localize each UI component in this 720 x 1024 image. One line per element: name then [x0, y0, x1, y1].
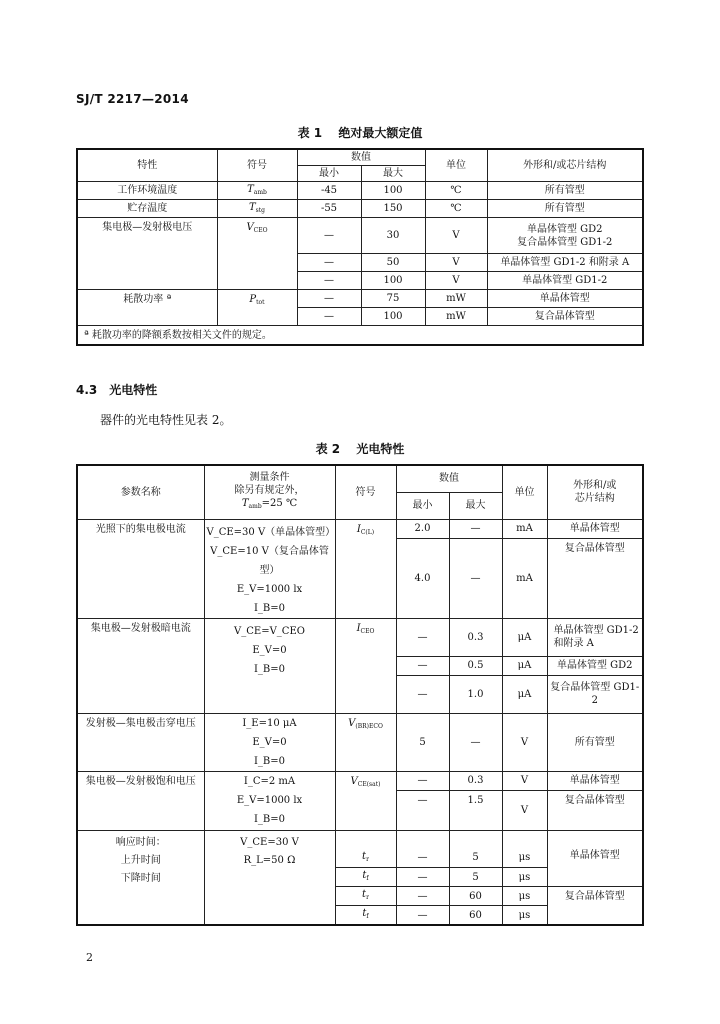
cell-unit: V — [502, 713, 547, 771]
cell-outline: 单晶体管型 — [487, 290, 643, 308]
cell-symbol: $V_{CEO}$ — [217, 218, 297, 290]
cell-max: — — [449, 538, 502, 618]
table-row — [77, 218, 643, 254]
cell-outline — [487, 218, 643, 254]
cell-min: — — [396, 656, 449, 675]
table1-header-characteristic: 特性 — [77, 149, 217, 182]
table1-header-min: 最小 — [297, 166, 361, 182]
cell-symbol: $I_{CEO}$ — [335, 618, 396, 713]
cell-outline: 单晶体管型 — [547, 519, 643, 538]
table-row — [77, 519, 643, 538]
cell-conditions: V_CE=V_CEO E_V=0 I_B=0 — [204, 618, 335, 713]
cell-min: — — [396, 790, 449, 830]
cell-min: — — [297, 272, 361, 290]
cell-conditions: I_C=2 mA E_V=1000 lx I_B=0 — [204, 771, 335, 830]
table2-header-outline: 外形和/或 芯片结构 — [547, 465, 643, 519]
cell-symbol: $t_r$ — [335, 849, 396, 868]
cell-outline: 复合晶体管型 — [547, 790, 643, 830]
cell-symbol: $V_{(BR)ECO}$ — [335, 713, 396, 771]
cell-symbol: $V_{CE(sat)}$ — [335, 771, 396, 830]
section-title: 光电特性 — [109, 383, 158, 397]
cell-min: 4.0 — [396, 538, 449, 618]
cell-outline: 复合晶体管型 GD1-2 — [547, 675, 643, 713]
cell-max: 30 — [361, 218, 425, 254]
cell-min: — — [396, 618, 449, 656]
cell-symbol: $t_f$ — [335, 906, 396, 926]
cell-max: 100 — [361, 182, 425, 200]
cell-unit: μs — [502, 849, 547, 868]
page-number: 2 — [86, 951, 93, 964]
table1-caption-title: 绝对最大额定值 — [338, 126, 423, 140]
cell-min: 2.0 — [396, 519, 449, 538]
table-row — [77, 830, 643, 849]
cell-unit: μA — [502, 618, 547, 656]
cell-min: -55 — [297, 200, 361, 218]
table2-header-conditions — [204, 465, 335, 519]
cell-symbol: $t_f$ — [335, 868, 396, 887]
cell-unit: ℃ — [425, 200, 487, 218]
table-row — [77, 713, 643, 771]
table1-header-unit: 单位 — [425, 149, 487, 182]
table2-caption-title: 光电特性 — [356, 442, 405, 456]
cell-min: — — [297, 218, 361, 254]
cell-name: 响应时间： 上升时间 下降时间 — [77, 830, 204, 925]
cell-outline: 单晶体管型 — [547, 849, 643, 887]
table-row — [77, 771, 643, 790]
cell-unit: mW — [425, 308, 487, 326]
table-row — [77, 618, 643, 656]
cell-name: 集电极—发射极电压 — [77, 218, 217, 290]
table1-header-max: 最大 — [361, 166, 425, 182]
cell-min: — — [297, 254, 361, 272]
table2-header-max: 最大 — [449, 492, 502, 519]
section-number: 4.3 — [76, 383, 98, 397]
cell-unit: mW — [425, 290, 487, 308]
cell-max: — — [449, 713, 502, 771]
table2-header-param: 参数名称 — [77, 465, 204, 519]
cell-min: — — [396, 887, 449, 906]
cell-max: 60 — [449, 887, 502, 906]
cell-min: — — [396, 675, 449, 713]
cell-outline: 复合晶体管型 — [547, 887, 643, 926]
cell-min: — — [297, 308, 361, 326]
section-heading — [76, 381, 157, 398]
cell-name: 集电极—发射极暗电流 — [77, 618, 204, 713]
cell-min: — — [396, 868, 449, 887]
cell-name: 工作环境温度 — [77, 182, 217, 200]
cell-name: 发射极—集电极击穿电压 — [77, 713, 204, 771]
cell-symbol: $P_{tot}$ — [217, 290, 297, 326]
table2-header-row — [77, 465, 643, 492]
cell-unit: μs — [502, 906, 547, 926]
table2-caption — [0, 440, 720, 457]
cell-max: 5 — [449, 849, 502, 868]
cell-max: 1.0 — [449, 675, 502, 713]
cell-outline: 单晶体管型 GD2 — [547, 656, 643, 675]
cell-min: — — [396, 771, 449, 790]
cell-min: -45 — [297, 182, 361, 200]
cell-name: 贮存温度 — [77, 200, 217, 218]
cell-outline: 单晶体管型 GD1-2 和附录 A — [547, 618, 643, 656]
standard-code: SJ/T 2217—2014 — [76, 92, 189, 106]
table2-header-cond-line: $T_{amb}=25$ ℃ — [241, 498, 298, 511]
cell-max: 60 — [449, 906, 502, 926]
cell-outline: 所有管型 — [547, 713, 643, 771]
table1-header-row — [77, 149, 643, 166]
table2-header-unit: 单位 — [502, 465, 547, 519]
cell-min: — — [396, 849, 449, 868]
cell-unit: V — [502, 771, 547, 790]
cell-symbol: $t_r$ — [335, 887, 396, 906]
cell-unit: V — [425, 254, 487, 272]
cell-max: 50 — [361, 254, 425, 272]
cell-max: 100 — [361, 272, 425, 290]
cell-unit: μs — [502, 868, 547, 887]
table1-header-symbol: 符号 — [217, 149, 297, 182]
table2-header-cond-line: 测量条件 — [249, 472, 290, 484]
table-row — [77, 182, 643, 200]
cell-symbol: $I_{C(L)}$ — [335, 519, 396, 618]
cell-conditions: V_CE=30 V（单晶体管型） V_CE=10 V（复合晶体管型） E_V=1000 lx I_B=0 — [204, 519, 335, 618]
cell-unit: mA — [502, 519, 547, 538]
cell-conditions: V_CE=30 V R_L=50 Ω — [204, 830, 335, 925]
cell-unit: μA — [502, 656, 547, 675]
cell-min: — — [396, 906, 449, 926]
cell-min: — — [297, 290, 361, 308]
table1 — [76, 148, 644, 346]
table1-footnote-row — [77, 326, 643, 346]
cell-max: — — [449, 519, 502, 538]
cell-name: 光照下的集电极电流 — [77, 519, 204, 618]
cell-outline: 单晶体管型 GD1-2 和附录 A — [487, 254, 643, 272]
cell-outline: 所有管型 — [487, 182, 643, 200]
table1-header-value: 数值 — [297, 149, 425, 166]
table2-header-symbol: 符号 — [335, 465, 396, 519]
cell-name: 耗散功率 ª — [77, 290, 217, 326]
cell-outline: 单晶体管型 GD1-2 — [487, 272, 643, 290]
cell-max: 1.5 — [449, 790, 502, 830]
cell-max: 100 — [361, 308, 425, 326]
cell-symbol: $T_{stg}$ — [217, 200, 297, 218]
cell-max: 0.3 — [449, 771, 502, 790]
table-row — [77, 200, 643, 218]
table2-caption-number: 表 2 — [315, 442, 341, 456]
table2-header-cond-line: 除另有规定外， — [234, 485, 305, 497]
cell-outline-line: 单晶体管型 GD2 — [526, 223, 603, 235]
table2 — [76, 464, 644, 926]
cell-outline: 复合晶体管型 — [547, 538, 643, 618]
cell-name: 集电极—发射极饱和电压 — [77, 771, 204, 830]
cell-max: 0.3 — [449, 618, 502, 656]
cell-outline-line: 复合晶体管型 GD1-2 — [517, 236, 613, 248]
cell-unit: V — [425, 272, 487, 290]
cell-max: 75 — [361, 290, 425, 308]
section-paragraph: 器件的光电特性见表 2。 — [100, 413, 232, 427]
table1-caption — [0, 124, 720, 141]
cell-outline: 单晶体管型 — [547, 771, 643, 790]
cell-max: 5 — [449, 868, 502, 887]
cell-unit: μs — [502, 887, 547, 906]
cell-unit: V — [425, 218, 487, 254]
cell-conditions: I_E=10 μA E_V=0 I_B=0 — [204, 713, 335, 771]
table1-footnote: ª 耗散功率的降额系数按相关文件的规定。 — [77, 326, 643, 346]
table2-header-value: 数值 — [396, 465, 502, 492]
table1-caption-number: 表 1 — [297, 126, 323, 140]
cell-unit: μA — [502, 675, 547, 713]
table1-header-outline: 外形和/或芯片结构 — [487, 149, 643, 182]
cell-unit: mA — [502, 538, 547, 618]
cell-outline: 所有管型 — [487, 200, 643, 218]
cell-max: 0.5 — [449, 656, 502, 675]
cell-max: 150 — [361, 200, 425, 218]
cell-unit: V — [502, 790, 547, 830]
cell-unit: ℃ — [425, 182, 487, 200]
table2-header-min: 最小 — [396, 492, 449, 519]
cell-outline: 复合晶体管型 — [487, 308, 643, 326]
cell-min: 5 — [396, 713, 449, 771]
table-row — [77, 290, 643, 308]
cell-symbol: $T_{amb}$ — [217, 182, 297, 200]
